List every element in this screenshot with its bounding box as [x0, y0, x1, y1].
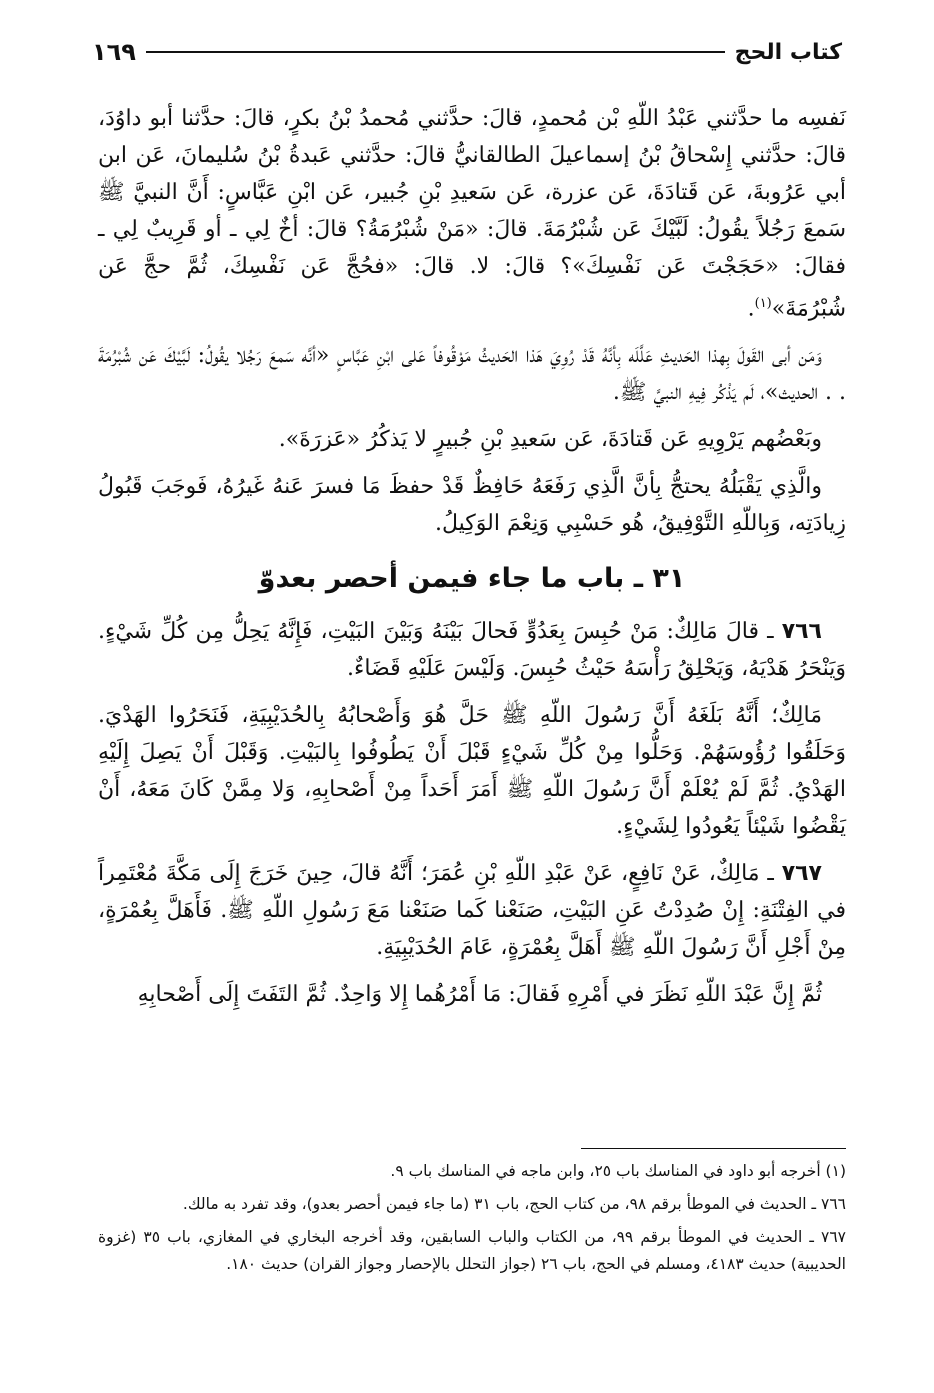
footnote-number: ٧٦٧ — [821, 1228, 846, 1246]
page-header — [92, 34, 842, 70]
footnote-text: ـ الحديث في الموطأ برقم ٩٩، من الكتاب والباب السابقين، وقد أخرجه البخاري في المغازي، باب ٣٥ (غزوة الحديبية) حديث ٤١٨٣، ومسلم في الحج، باب ٢٦ (جواز التحلل بالإحصار وجواز القران) حديث ١٨٠. — [98, 1228, 846, 1273]
paragraph-end: . — [747, 296, 755, 322]
chapter-heading: ٣١ ـ باب ما جاء فيمن أحصر بعدوّ — [258, 563, 686, 595]
paragraph-text: ـ قالَ مَالِكٌ: مَنْ حُبِسَ بِعَدُوٍّ فَحالَ بَيْنَهُ وَبَيْنَ البَيْتِ، فَإِنَّهُ يَحِلُّ مِن كُلِّ شَيْءٍ. وَيَنْحَرُ هَدْيَهُ، وَيَحْلِقُ رَأْسَهُ حَيْثُ حُبِسَ. وَلَيْسَ عَلَيْهِ قَضَاءٌ. — [98, 619, 846, 682]
footnote-marker: (١) — [754, 296, 772, 311]
main-text — [98, 100, 846, 1023]
footnote-text: ـ الحديث في الموطأ برقم ٩٨، من كتاب الحج، باب ٣١ (ما جاء فيمن أحصر بعدو)، وقد تفرد به مالك. — [182, 1195, 822, 1213]
paragraph — [98, 100, 846, 327]
footnotes — [98, 1158, 846, 1284]
hadith-number: ٧٦٦ — [781, 619, 822, 645]
footnote — [98, 1224, 846, 1278]
paragraph: ثُمَّ إِنَّ عَبْدَ اللّهِ نَظَرَ في أَمْرِهِ فَقالَ: مَا أَمْرُهُما إِلا وَاحِدٌ. ثُمَّ التَفَتَ إِلَى أَصْحابِهِ — [137, 982, 822, 1008]
footnote-number: ٧٦٦ — [821, 1195, 846, 1213]
footnote-rule — [581, 1148, 846, 1149]
footnote — [98, 1191, 846, 1218]
paragraph: والَّذِي يَقْبَلُهُ يحتجُّ بِأنَّ الَّذِي رَفَعَهُ حَافِظٌ قَدْ حفظَ مَا فسرَ عَنهُ غَيرُهُ، فَوجَبَ قَبُولُ زِيادَتِه، وَبِاللّهِ التَّوْفِيقُ، هُو حَسْبِي وَنِعْمَ الوَكِيلُ. — [98, 474, 846, 537]
paragraph: وَمَن أبى القَولَ بِهذا الحَديثِ عَلَّلَه بِأنَّهُ قَدْ رُوِيَ هَذا الحَديثُ مَوْقُوفاً عَلى ابْنِ عَبَّاسٍ «أنَّه سَمعَ رَجُلا يقُولُ: لَبَّيْكَ عَن شُبْرُمَةَ . . الحديث»، لَم يَذْكُر فِيهِ النبيَّ ﷺ. — [98, 343, 846, 406]
running-title: كتاب الحج — [734, 39, 842, 65]
paragraph: مَالِكٌ؛ أَنَّهُ بَلَغَهُ أَنَّ رَسُولَ اللّهِ ﷺ حَلَّ هُوَ وَأَصْحابُهُ بِالحُدَيْبِيَةِ، فَنَحَرُوا الهَدْيَ. وَحَلَقُوا رُؤُوسَهُمْ. وَحَلُّوا مِنْ كُلِّ شَيْءٍ قَبْلَ أَنْ يَطُوفُوا بِالبَيْتِ. وَقَبْلَ أَنْ يَصِلَ إِلَيْهِ الهَدْيُ. ثُمَّ لَمْ يُعْلَمْ أَنَّ رَسُولَ اللّهِ ﷺ أَمَرَ أَحَداً مِنْ أَصْحابِهِ، وَلا مِمَّنْ كَانَ مَعَهُ، أَنْ يَقْضُوا شَيْئاً يَعُودُوا لِشَيْءٍ. — [98, 703, 846, 840]
paragraph-text: ـ مَالِكٌ، عَنْ نَافِعٍ، عَنْ عَبْدِ اللّهِ بْنِ عُمَرَ؛ أَنَّهُ قالَ، حِينَ خَرَجَ إِلَى مَكَّةَ مُعْتَمِراً في الفِتْنَةِ: إِنْ صُدِدْتُ عَنِ البَيْتِ، صَنَعْنا كَما صَنَعْنا مَعَ رَسُولِ اللّهِ ﷺ. فَأَهَلَّ بِعُمْرَةٍ، مِنْ أَجْلِ أَنَّ رَسُولَ اللّهِ ﷺ أَهَلَّ بِعُمْرَةٍ، عَامَ الحُدَيْبِيَةِ. — [98, 861, 846, 961]
paragraph-text: نَفسِه ما حدَّثني عَبْدُ اللّهِ بْن مُحمدٍ، قالَ: حدَّثني مُحمدُ بْنُ بكرٍ، قالَ: حدَّثنا أبو داوُدَ، قالَ: حدَّثني إِسْحاقُ بْنُ إسماعيلَ الطالقانيُّ قالَ: حدَّثني عَبدةُ بْنُ سُليمانَ، عَن ابن أبي عَرُوبةَ، عَن قَتادَةَ، عَن عزرة، عَن سَعيدِ بْنِ جُبير، عَن ابْنِ عَبَّاسٍ: أَنَّ النبيَّ ﷺ سَمعَ رَجُلاً يقُولُ: لَبَّيْكَ عَن شُبْرُمَةَ. قالَ: «مَنْ شُبْرُمَةُ؟ قالَ: أخٌ لِي ـ أو قَرِيبٌ لِي ـ فقالَ: «حَجَجْتَ عَن نَفْسِكَ»؟ قالَ: لا. قالَ: «فحُجَّ عَن نَفْسِكَ، ثُمَّ حجَّ عَن شُبْرُمَةَ» — [98, 106, 846, 322]
hadith-number: ٧٦٧ — [781, 861, 822, 887]
paragraph: وبَعْضُهم يَرْوِيهِ عَن قَتادَةَ، عَن سَعيدِ بْنِ جُبيرٍ لا يَذكُرُ «عَزرَةَ». — [278, 427, 822, 453]
hadith-766 — [98, 613, 846, 687]
footnote: (١) أخرجه أبو داود في المناسك باب ٢٥، وابن ماجه في المناسك باب ٩. — [390, 1162, 846, 1180]
header-rule — [146, 51, 725, 53]
page-number: ١٦٩ — [92, 38, 136, 66]
hadith-767 — [98, 855, 846, 966]
